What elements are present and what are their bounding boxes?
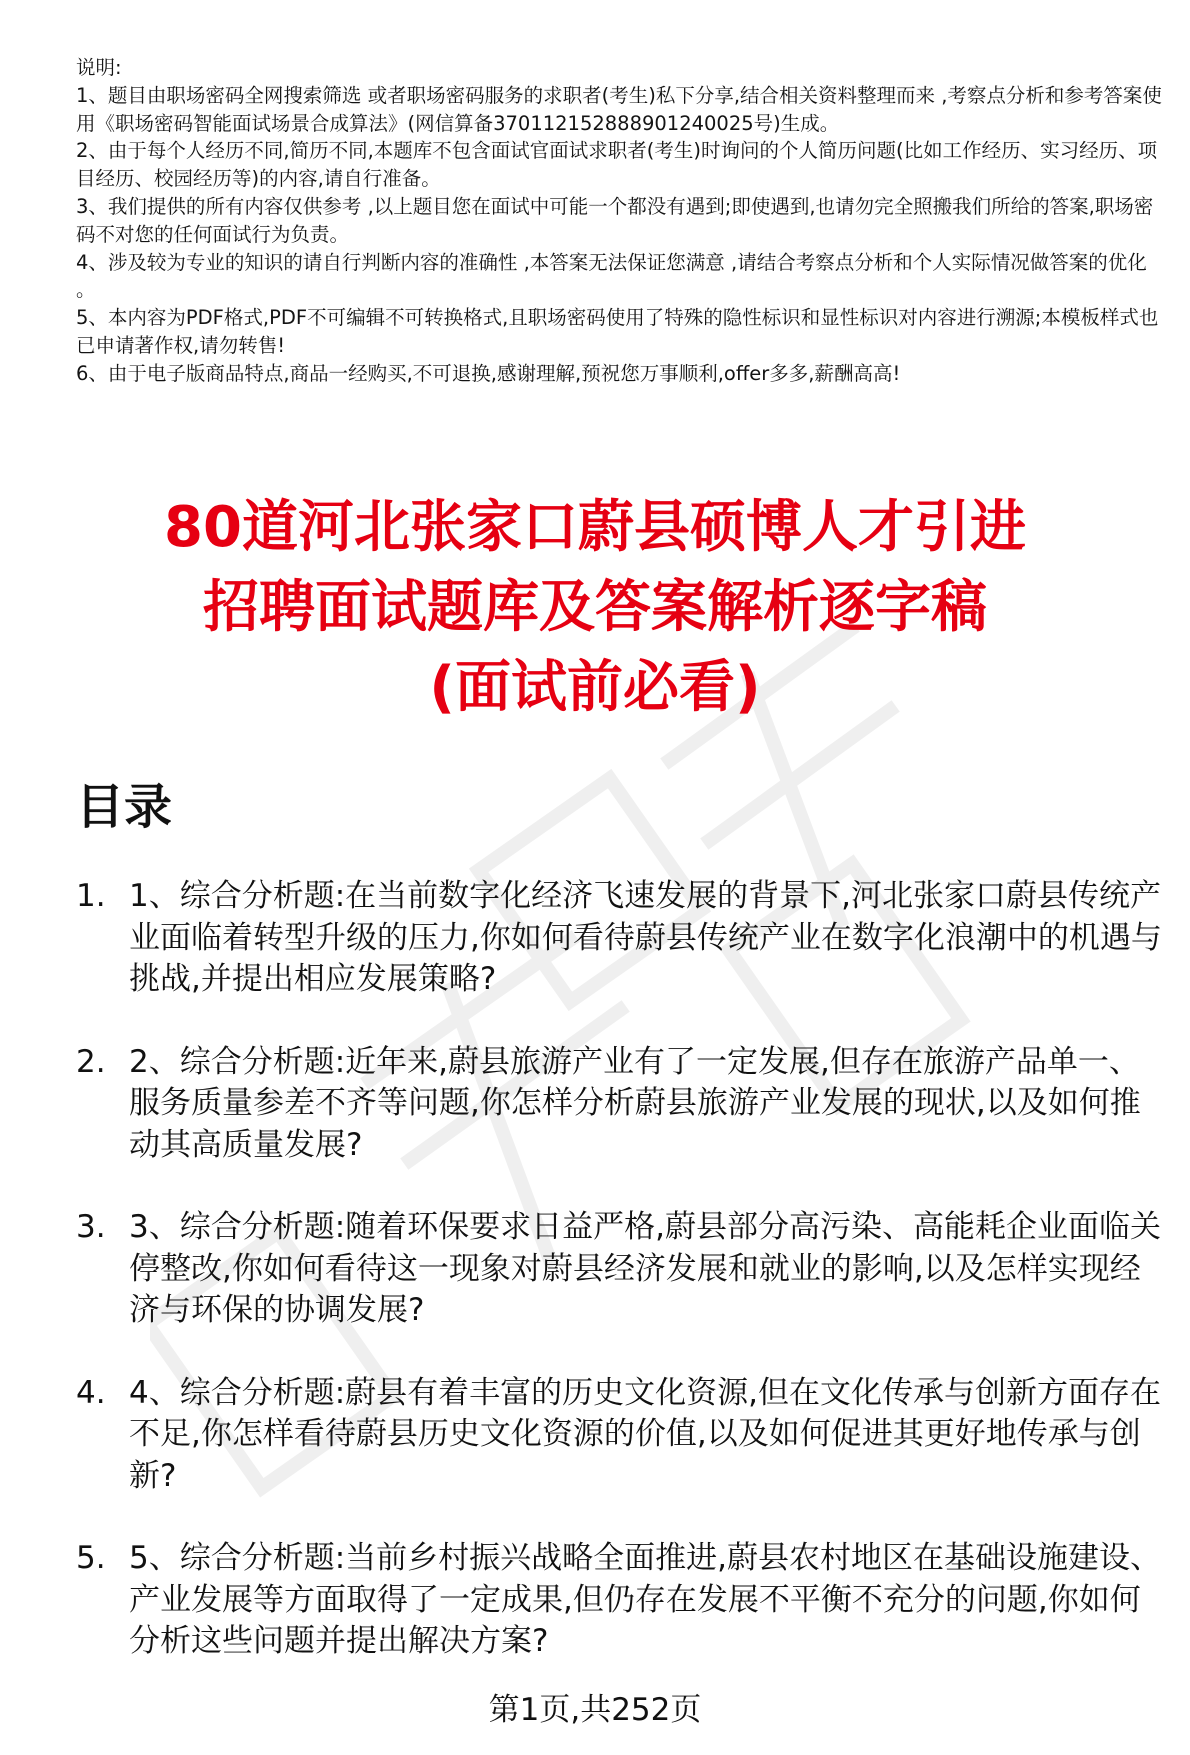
toc-item-number: 4. — [76, 1374, 106, 1411]
toc-item-text: 1、综合分析题:在当前数字化经济飞速发展的背景下,河北张家口蔚县传统产业面临着转型升级的压力,你如何看待蔚县传统产业在数字化浪潮中的机遇与挑战,并提出相应发展策略? — [129, 878, 1162, 997]
toc-list — [76, 876, 1166, 1704]
toc-item[interactable] — [76, 876, 1166, 1001]
note-line: 1、题目由职场密码全网搜索筛选 或者职场密码服务的求职者(考生)私下分享,结合相关资料整理而来 ,考察点分析和参考答案使用《职场密码智能面试场景合成算法》(网信算备370112152888901240025号)生成。 — [76, 83, 1162, 135]
toc-item-number: 1. — [76, 878, 106, 914]
toc-item-text: 3、综合分析题:随着环保要求日益严格,蔚县部分高污染、高能耗企业面临关停整改,你如何看待这一现象对蔚县经济发展和就业的影响,以及怎样实现经济与环保的协调发展? — [129, 1209, 1162, 1328]
note-line: 2、由于每个人经历不同,简历不同,本题库不包含面试官面试求职者(考生)时询问的个人简历问题(比如工作经历、实习经历、项目经历、校园经历等)的内容,请自行准备。 — [76, 139, 1158, 191]
toc-item[interactable] — [76, 1042, 1166, 1167]
note-line: 3、我们提供的所有内容仅供参考 ,以上题目您在面试中可能一个都没有遇到;即使遇到,也请勿完全照搬我们所给的答案,职场密码不对您的任何面试行为负责。 — [76, 194, 1154, 246]
toc-item[interactable] — [76, 1538, 1166, 1663]
toc-heading: 目录 — [76, 779, 173, 835]
note-line: 5、本内容为PDF格式,PDF不可编辑不可转换格式,且职场密码使用了特殊的隐性标识和显性标识对内容进行溯源;本模板样式也已申请著作权,请勿转售! — [76, 306, 1159, 357]
document-title — [40, 488, 1150, 728]
note-line: 6、由于电子版商品特点,商品一经购买,不可退换,感谢理解,预祝您万事顺利,offer多多,薪酬高高! — [76, 361, 901, 385]
toc-item-number: 2. — [76, 1043, 106, 1080]
title-line: (面试前必看) — [429, 655, 761, 720]
title-line: 招聘面试题库及答案解析逐字稿 — [203, 575, 987, 640]
toc-item-text: 2、综合分析题:近年来,蔚县旅游产业有了一定发展,但存在旅游产品单一、服务质量参差不齐等问题,你怎样分析蔚县旅游产业发展的现状,以及如何推动其高质量发展? — [129, 1043, 1141, 1163]
page-footer: 第1页,共252页 — [488, 1692, 702, 1728]
toc-item-number: 5. — [76, 1540, 106, 1576]
toc-item-number: 3. — [76, 1209, 106, 1245]
notes-heading: 说明: — [76, 56, 122, 79]
toc-item-text: 4、综合分析题:蔚县有着丰富的历史文化资源,但在文化传承与创新方面存在不足,你怎样看待蔚县历史文化资源的价值,以及如何促进其更好地传承与创新? — [129, 1374, 1162, 1494]
disclaimer-notes — [76, 54, 1166, 388]
title-line: 80道河北张家口蔚县硕博人才引进 — [164, 495, 1026, 560]
toc-item[interactable] — [76, 1373, 1166, 1498]
toc-item[interactable] — [76, 1207, 1166, 1332]
note-line: 4、涉及较为专业的知识的请自行判断内容的准确性 ,本答案无法保证您满意 ,请结合考察点分析和个人实际情况做答案的优化 。 — [76, 250, 1147, 302]
toc-item-text: 5、综合分析题:当前乡村振兴战略全面推进,蔚县农村地区在基础设施建设、产业发展等方面取得了一定成果,但仍存在发展不平衡不充分的问题,你如何分析这些问题并提出解决方案? — [129, 1540, 1162, 1659]
